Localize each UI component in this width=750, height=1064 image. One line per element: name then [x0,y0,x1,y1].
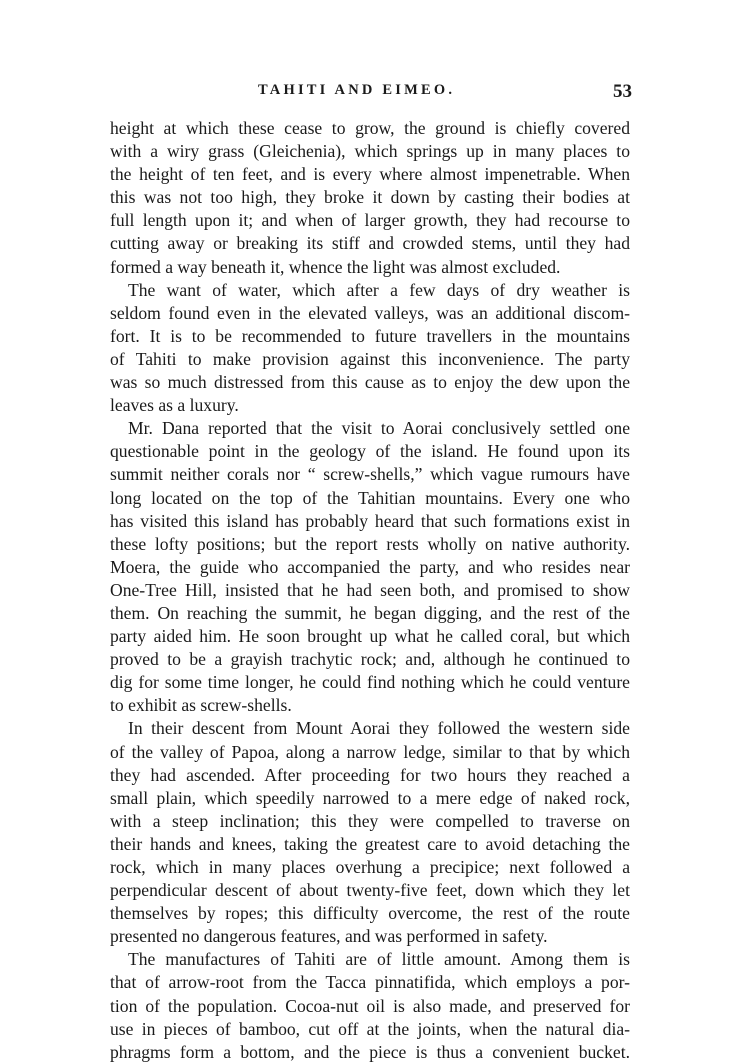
text-line: small plain, which speedily narrowed to a mere edge of naked rock, [110,787,630,808]
text-line: formed a way beneath it, whence the light was almost excluded. [110,256,561,277]
text-line: rock, which in many places overhung a precipice; next followed a [110,857,630,877]
running-title: TAHITI AND EIMEO. [258,82,456,98]
text-line: Mr. Dana reported that the visit to Aorai conclusively settled one [128,418,630,439]
text-line: cutting away or breaking its stiff and crowded stems, until they had [110,233,630,254]
text-line: height at which these cease to grow, the ground is chiefly covered [110,118,630,138]
paragraph [110,717,630,948]
text-line: The manufactures of Tahiti are of little amount. Among them is [128,949,630,970]
text-line: tion of the population. Cocoa-nut oil is also made, and preserved for [110,995,630,1016]
text-line: has visited this island has probably heard that such formations exist in [110,510,630,531]
text-line: party aided him. He soon brought up what he called coral, but which [110,626,630,647]
text-line: questionable point in the geology of the island. He found upon its [110,441,630,462]
text-line: that of arrow-root from the Tacca pinnatifida, which employs a por- [110,972,630,993]
text-line: with a wiry grass (Gleichenia), which springs up in many places to [110,141,630,162]
text-line: dig for some time longer, he could find nothing which he could venture [110,672,630,693]
text-line: use in pieces of bamboo, cut off at the joints, when the natural dia- [110,1018,630,1039]
text-line: of Tahiti to make provision against this inconvenience. The party [110,348,630,369]
text-line: summit neither corals nor “ screw-shells,” which vague rumours have [110,464,630,485]
text-line: them. On reaching the summit, he began digging, and the rest of the [110,602,630,623]
paragraph [110,117,630,279]
text-line: was so much distressed from this cause as to enjoy the dew upon the [110,372,630,393]
text-line: seldom found even in the elevated valleys, was an additional discom- [110,302,630,323]
text-line: presented no dangerous features, and was performed in safety. [110,926,548,947]
text-line: phragms form a bottom, and the piece is thus a convenient bucket. [110,1041,630,1062]
text-line: this was not too high, they broke it down by casting their bodies at [110,187,630,208]
text-line: fort. It is to be recommended to future travellers in the mountains [110,325,630,346]
text-line: they had ascended. After proceeding for two hours they reached a [110,764,630,785]
text-line: full length upon it; and when of larger growth, they had recourse to [110,210,630,231]
paragraph [110,279,630,418]
text-line: leaves as a luxury. [110,395,239,416]
paragraph [110,948,630,1063]
text-line: the height of ten feet, and is every where almost impenetrable. When [110,164,630,185]
text-line: with a steep inclination; this they were compelled to traverse on [110,810,630,831]
text-line: proved to be a grayish trachytic rock; and, although he continued to [110,649,630,670]
text-line: themselves by ropes; this difficulty overcome, the rest of the route [110,903,630,924]
text-line: these lofty positions; but the report rests wholly on native authority. [110,533,630,554]
text-line: One-Tree Hill, insisted that he had seen both, and promised to show [110,579,630,600]
paragraph [110,417,630,717]
text-line: of the valley of Papoa, along a narrow ledge, similar to that by which [110,741,630,762]
text-line: long located on the top of the Tahitian mountains. Every one who [110,487,630,508]
text-line: In their descent from Mount Aorai they followed the western side [128,718,630,739]
text-line: Moera, the guide who accompanied the party, and who resides near [110,556,630,577]
text-line: The want of water, which after a few days of dry weather is [128,279,630,300]
body-text [110,117,630,1064]
page-number: 53 [613,81,632,102]
running-head [110,82,630,106]
text-line: perpendicular descent of about twenty-five feet, down which they let [110,880,630,901]
text-line: their hands and knees, taking the greatest care to avoid detaching the [110,833,630,854]
text-line: to exhibit as screw-shells. [110,695,292,716]
